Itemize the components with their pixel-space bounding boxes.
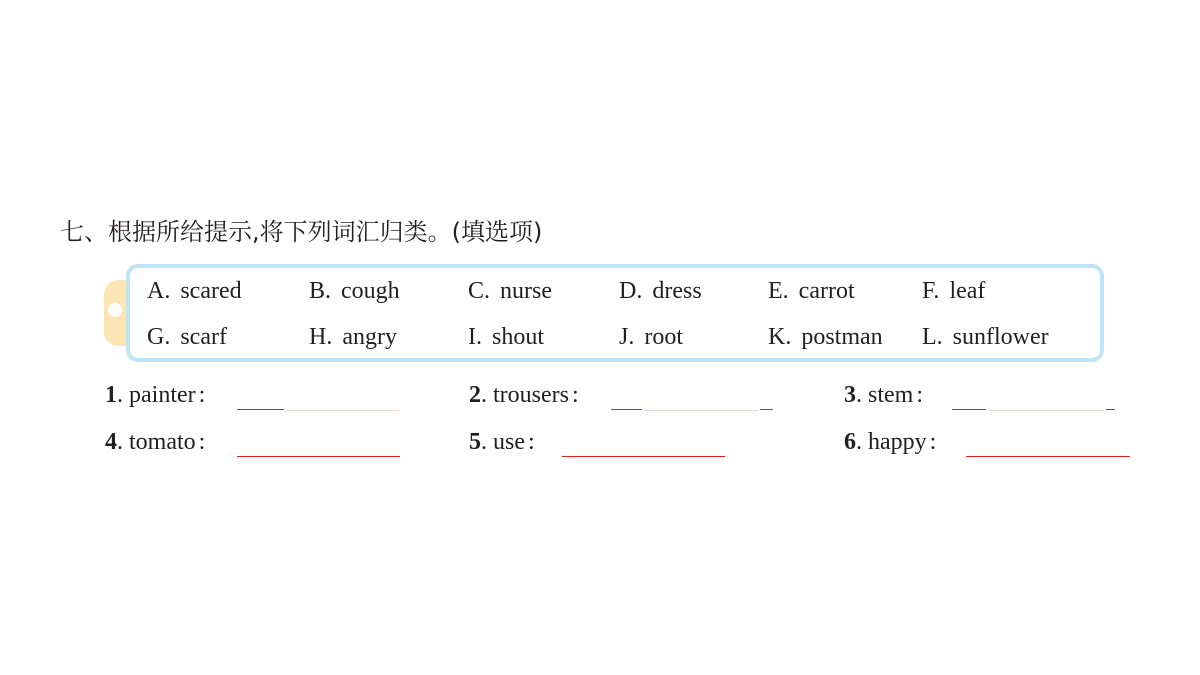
question-colon: : bbox=[198, 429, 206, 455]
option-word: leaf bbox=[949, 278, 986, 304]
answer-blank-5[interactable] bbox=[562, 456, 725, 457]
option-word: shout bbox=[492, 324, 545, 350]
question-word: trousers bbox=[493, 382, 569, 408]
option-word: scared bbox=[180, 278, 242, 304]
option-g bbox=[147, 322, 227, 352]
option-b bbox=[309, 276, 400, 306]
option-d bbox=[619, 276, 702, 306]
option-f bbox=[922, 276, 985, 306]
option-key: E. bbox=[768, 278, 789, 304]
option-l bbox=[922, 322, 1049, 352]
option-word: cough bbox=[341, 278, 400, 304]
question-number: 1 bbox=[105, 382, 117, 408]
option-word: postman bbox=[801, 324, 883, 350]
question-number: 3 bbox=[844, 382, 856, 408]
option-key: G. bbox=[147, 324, 171, 350]
question-number: 5 bbox=[469, 429, 481, 455]
option-word: carrot bbox=[798, 278, 855, 304]
option-key: A. bbox=[147, 278, 171, 304]
answer-blank-3[interactable] bbox=[952, 409, 986, 410]
question-word: stem bbox=[868, 382, 914, 408]
question-6: 6. happy : bbox=[844, 429, 937, 455]
option-h bbox=[309, 322, 397, 352]
option-a bbox=[147, 276, 242, 306]
question-3: 3. stem : bbox=[844, 382, 923, 408]
option-e bbox=[768, 276, 855, 306]
question-word: happy bbox=[868, 429, 927, 455]
option-word: nurse bbox=[500, 278, 552, 304]
option-key: H. bbox=[309, 324, 333, 350]
option-word: dress bbox=[652, 278, 702, 304]
question-colon: : bbox=[929, 429, 937, 455]
option-key: F. bbox=[922, 278, 940, 304]
option-key: L. bbox=[922, 324, 943, 350]
option-word: angry bbox=[342, 324, 397, 350]
question-1: 1. painter : bbox=[105, 382, 206, 408]
question-word: use bbox=[493, 429, 525, 455]
question-word: tomato bbox=[129, 429, 196, 455]
option-key: D. bbox=[619, 278, 643, 304]
option-key: J. bbox=[619, 324, 635, 350]
question-2: 2. trousers : bbox=[469, 382, 579, 408]
question-colon: : bbox=[198, 382, 206, 408]
option-key: I. bbox=[468, 324, 482, 350]
question-5: 5. use : bbox=[469, 429, 535, 455]
question-4: 4. tomato : bbox=[105, 429, 206, 455]
answer-blank-3-faint bbox=[988, 410, 1104, 411]
question-colon: : bbox=[528, 429, 535, 455]
question-colon: : bbox=[916, 382, 923, 408]
option-i bbox=[468, 322, 544, 352]
answer-blank-2-end bbox=[760, 409, 773, 410]
word-box-tab-hole bbox=[108, 303, 122, 317]
question-number: 4 bbox=[105, 429, 117, 455]
exercise-title: 七、根据所给提示,将下列词汇归类。(填选项) bbox=[60, 218, 543, 246]
question-colon: : bbox=[571, 382, 579, 408]
question-number: 6 bbox=[844, 429, 856, 455]
answer-blank-3-end bbox=[1106, 409, 1115, 410]
question-number: 2 bbox=[469, 382, 481, 408]
answer-blank-4[interactable] bbox=[237, 456, 400, 457]
option-j bbox=[619, 322, 683, 352]
option-c bbox=[468, 276, 552, 306]
question-word: painter bbox=[129, 382, 196, 408]
answer-blank-2[interactable] bbox=[611, 409, 642, 410]
option-word: scarf bbox=[180, 324, 227, 350]
option-key: B. bbox=[309, 278, 332, 304]
answer-blank-2-faint bbox=[644, 410, 758, 411]
option-k bbox=[768, 322, 883, 352]
answer-blank-1[interactable] bbox=[237, 409, 284, 410]
option-key: C. bbox=[468, 278, 491, 304]
answer-blank-1-faint bbox=[286, 410, 399, 411]
option-word: sunflower bbox=[952, 324, 1049, 350]
answer-blank-6[interactable] bbox=[966, 456, 1130, 457]
option-key: K. bbox=[768, 324, 792, 350]
option-word: root bbox=[644, 324, 684, 350]
